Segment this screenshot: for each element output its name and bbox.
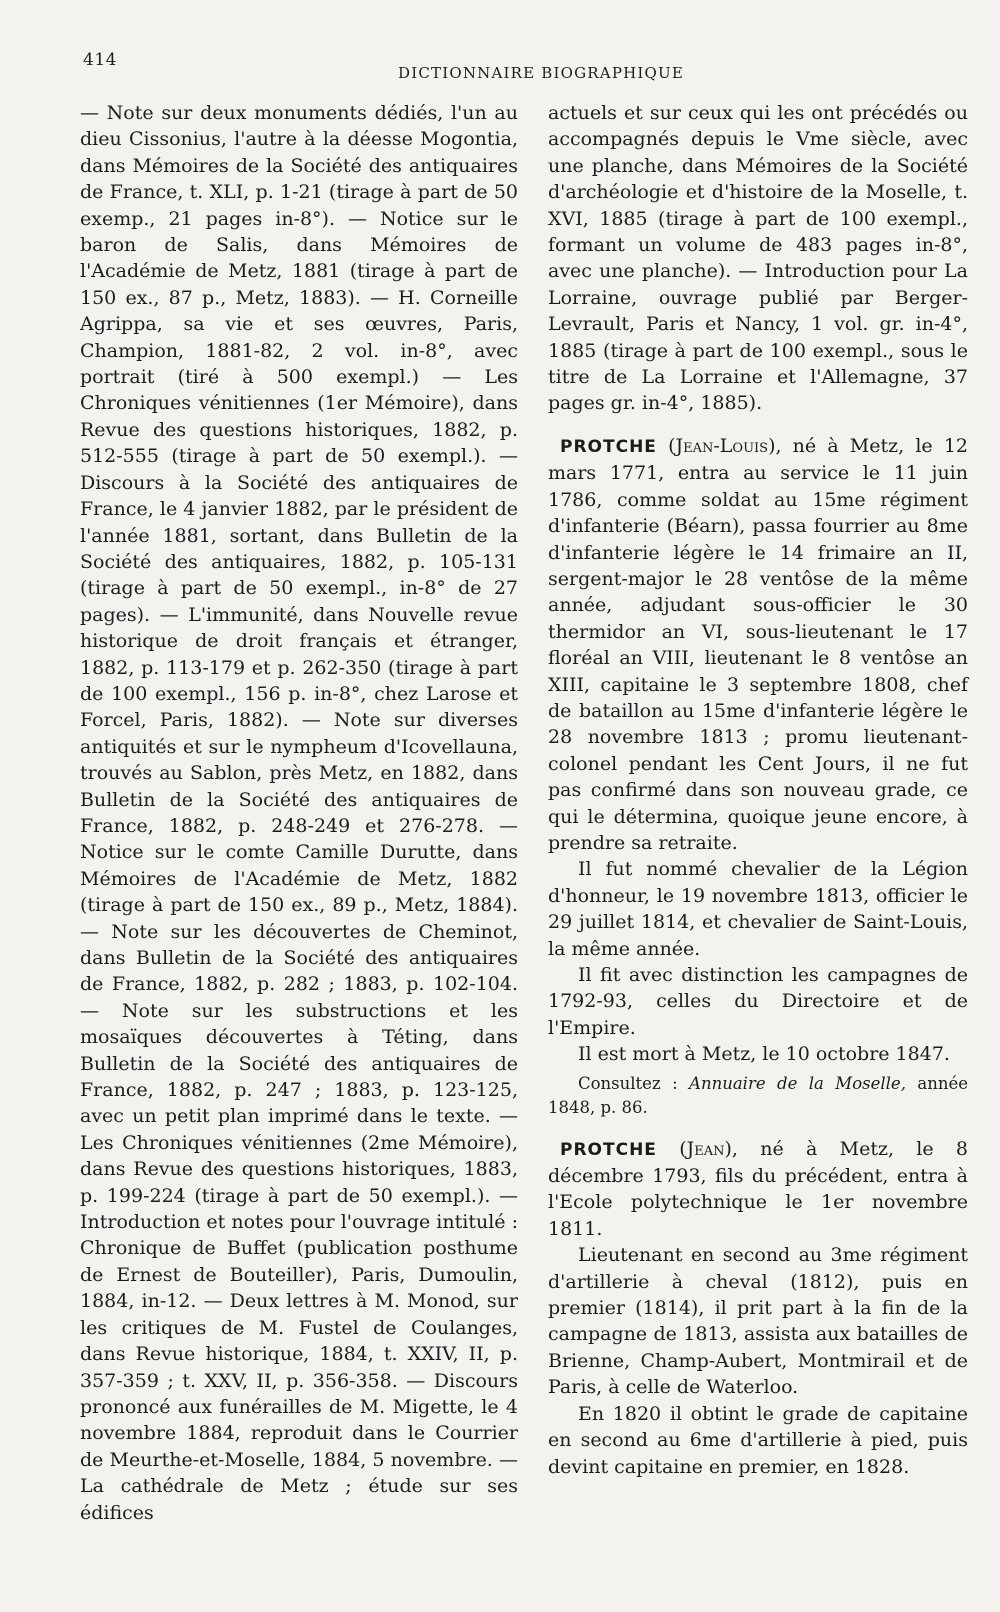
consult-detail: année 1848, p. 86. [548, 1073, 968, 1117]
entry-given-name: (Jean-Louis) [668, 434, 776, 457]
left-column [80, 100, 518, 1526]
bibliography-paragraph: — Note sur deux monuments dédiés, l'un au dieu Cissonius, l'autre à la déesse Mogontia, dans Mémoires de la Société des antiquaires de France, t. XLI, p. 1-21 (tirage à part de 50 exemp., 21 pages in-8°). — Notice sur le baron de Salis, dans Mémoires de l'Académie de Metz, 1881 (tirage à part de 150 ex., 87 p., Metz, 1883). — H. Corneille Agrippa, sa vie et ses œuvres, Paris, Champion, 1881-82, 2 vol. in-8°, avec portrait (tiré à 500 exempl.) — Les Chroniques vénitiennes (1er Mémoire), dans Revue des questions historiques, 1882, p. 512-555 (tirage à part de 50 exempl.). — Discours à la Société des antiquaires de France, le 4 janvier 1882, par le président de l'année 1881, sortant, dans Bulletin de la Société des antiquaires, 1882, p. 105-131 (tirage à part de 50 exempl., in-8° de 27 pages). — L'immunité, dans Nouvelle revue historique de droit français et étranger, 1882, p. 113-179 et p. 262-350 (tirage à part de 100 exempl., 156 p. in-8°, chez Larose et Forcel, Paris, 1882). — Note sur diverses antiquités et sur le nympheum d'Icovellauna, trouvés au Sablon, près Metz, en 1882, dans Bulletin de la Société des antiquaires de France, 1882, p. 248-249 et 276-278. — Notice sur le comte Camille Durutte, dans Mémoires de l'Académie de Metz, 1882 (tirage à part de 150 ex., 89 p., Metz, 1884). — Note sur les découvertes de Cheminot, dans Bulletin de la Société des antiquaires de France, 1882, p. 282 ; 1883, p. 102-104. — Note sur les substructions et les mosaïques découvertes à Téting, dans Bulletin de la Société des antiquaires de France, 1882, p. 247 ; 1883, p. 123-125, avec un petit plan imprimé dans le texte. — Les Chroniques vénitiennes (2me Mémoire), dans Revue des questions historiques, 1883, p. 199-224 (tirage à part de 50 exempl.). — Introduction et notes pour l'ouvrage intitulé : Chronique de Buffet (publication posthume de Ernest de Bouteiller), Paris, Dumoulin, 1884, in-12. — Deux lettres à M. Monod, sur les critiques de M. Fustel de Coulanges, dans Revue historique, 1884, t. XXIV, II, p. 357-359 ; t. XXV, II, p. 356-358. — Discours prononcé aux funérailles de M. Migette, le 4 novembre 1884, reproduit dans le Courrier de Meurthe-et-Moselle, 1884, 5 novembre. — La cathédrale de Metz ; étude sur ses édifices [80, 102, 518, 1524]
entry-surname: PROTCHE [560, 436, 657, 457]
entry-text: , né à Metz, le 12 mars 1771, entra au service le 11 juin 1786, comme soldat au 15me régiment d'infanterie (Béarn), passa fourrier au 8me d'infanterie légère le 14 frimaire an II, sergent-major le 28 ventôse de la même année, adjudant sous-officier le 30 thermidor an VI, sous-lieutenant le 17 floréal an VIII, lieutenant le 8 ventôse an XIII, capitaine le 3 septembre 1808, chef de bataillon au 15me d'infanterie légère le 28 novembre 1813 ; promu lieutenant-colonel pendant les Cent Jours, il ne fut pas confirmé dans son nouveau grade, ce qui le détermina, quoique jeune encore, à prendre sa retraite. [548, 434, 968, 854]
entry-given-name: (Jean) [679, 1137, 732, 1160]
running-title: DICTIONNAIRE BIOGRAPHIQUE [398, 64, 685, 82]
entry-paragraph: Il fut nommé chevalier de la Légion d'honneur, le 19 novembre 1813, officier le 29 juillet 1814, et chevalier de Saint-Louis, la même année. [548, 858, 968, 960]
consult-source: Annuaire de la Moselle, [689, 1073, 906, 1093]
entry-paragraph: Il fit avec distinction les campagnes de 1792-93, celles du Directoire et de l'Empire. [548, 964, 968, 1039]
entry-paragraph: En 1820 il obtint le grade de capitaine en second au 6me d'artillerie à pied, puis devint capitaine en premier, en 1828. [548, 1402, 968, 1478]
right-column [548, 100, 968, 1480]
page-number: 414 [83, 50, 117, 70]
bibliography-continuation: actuels et sur ceux qui les ont précédés ou accompagnés depuis le Vme siècle, avec une planche, dans Mémoires de la Société d'archéologie et d'histoire de la Moselle, t. XVI, 1885 (tirage à part de 100 exempl., formant un volume de 483 pages in-8°, avec une planche). — Introduction pour La Lorraine, ouvrage publié par Berger-Levrault, Paris et Nancy, 1 vol. gr. in-4°, 1885 (tirage à part de 100 exempl., sous le titre de La Lorraine et l'Allemagne, 37 pages gr. in-4°, 1885). [548, 102, 968, 415]
consult-label: Consultez : [578, 1073, 678, 1093]
entry-text: , né à Metz, le 8 décembre 1793, fils du précédent, entra à l'Ecole polytechnique le 1er novembre 1811. [548, 1137, 968, 1240]
entry-protche-jean-louis [548, 433, 968, 857]
entry-paragraph: Lieutenant en second au 3me régiment d'artillerie à cheval (1812), puis en premier (1814), il prit part à la fin de la campagne de 1813, assista aux batailles de Brienne, Champ-Aubert, Montmirail et de Paris, à celle de Waterloo. [548, 1244, 968, 1399]
entry-surname: PROTCHE [560, 1139, 657, 1160]
entry-paragraph: Il est mort à Metz, le 10 octobre 1847. [578, 1043, 950, 1066]
entry-protche-jean [548, 1136, 968, 1243]
consult-reference [548, 1072, 968, 1120]
